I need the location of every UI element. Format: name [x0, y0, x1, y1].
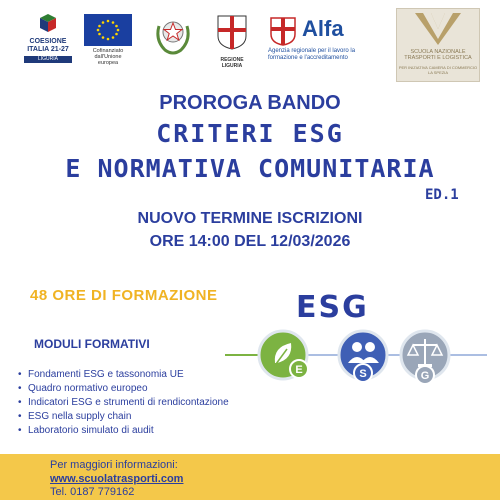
modules-title: MODULI FORMATIVI	[34, 337, 150, 351]
logo-bar	[0, 0, 500, 90]
scuola-nazionale-logo	[396, 8, 480, 82]
alfa-logo	[268, 14, 368, 66]
footer-bar	[0, 454, 500, 500]
esg-letter-s: S	[359, 368, 367, 380]
edition-label: ED.1	[425, 187, 459, 203]
esg-title: ESG	[296, 290, 369, 325]
list-item: • Fondamenti ESG e tassonomia UE	[28, 368, 229, 382]
modules-list	[16, 368, 229, 438]
footer-info-label: Per maggiori informazioni:	[50, 459, 178, 471]
scuola-line1: SCUOLA NAZIONALE TRASPORTI E LOGISTICA	[404, 49, 472, 61]
course-title-line2: E NORMATIVA COMUNITARIA	[65, 154, 435, 183]
liguria-caption: REGIONE LIGURIA	[220, 57, 244, 69]
regione-liguria-logo	[214, 14, 250, 69]
eu-cofinanced-logo	[84, 14, 132, 66]
new-deadline-heading: NUOVO TERMINE ISCRIZIONI	[137, 210, 363, 227]
course-title-line1: CRITERI ESG	[156, 119, 344, 148]
governance-icon	[401, 331, 449, 384]
new-deadline-date: ORE 14:00 DEL 12/03/2026	[149, 233, 351, 250]
footer-website-link[interactable]: www.scuolatrasporti.com	[50, 473, 184, 485]
scuola-line2: PER INIZIATIVA CAMERA DI COMMERCIO LA SPEZIA	[398, 65, 478, 75]
proroga-bando-heading: PROROGA BANDO	[159, 92, 341, 114]
coesione-line2: ITALIA 21-27	[27, 46, 69, 53]
social-icon	[339, 331, 387, 382]
list-item: • Quadro normativo europeo	[28, 382, 229, 396]
eu-flag-icon	[84, 14, 132, 46]
italian-republic-emblem-icon	[153, 12, 193, 56]
alfa-desc: Agenzia regionale per il lavoro la formazione e l'accreditamento	[268, 48, 356, 61]
coesione-sub: LIGURIA	[24, 56, 72, 63]
alfa-name: Alfa	[302, 16, 344, 41]
environment-icon	[259, 331, 308, 379]
scuola-mark-icon	[397, 9, 479, 47]
coesione-mark-icon	[20, 14, 76, 38]
liguria-shield-icon	[214, 14, 250, 50]
esg-letter-g: G	[420, 370, 430, 382]
coesione-italia-logo	[20, 14, 76, 60]
list-item: • Laboratorio simulato di audit	[28, 424, 229, 438]
alfa-shield-icon	[268, 16, 298, 46]
training-hours: 48 ORE DI FORMAZIONE	[30, 287, 218, 304]
esg-letter-e: E	[295, 364, 303, 376]
list-item: • Indicatori ESG e strumenti di rendicontazione	[28, 396, 229, 410]
list-item: • ESG nella supply chain	[28, 410, 229, 424]
footer-phone: Tel. 0187 779162	[50, 486, 135, 498]
esg-icons-graphic	[225, 323, 487, 389]
coesione-line1: COESIONE	[29, 38, 67, 45]
eu-caption: Cofinanziato dall'Unione europea	[92, 48, 124, 66]
